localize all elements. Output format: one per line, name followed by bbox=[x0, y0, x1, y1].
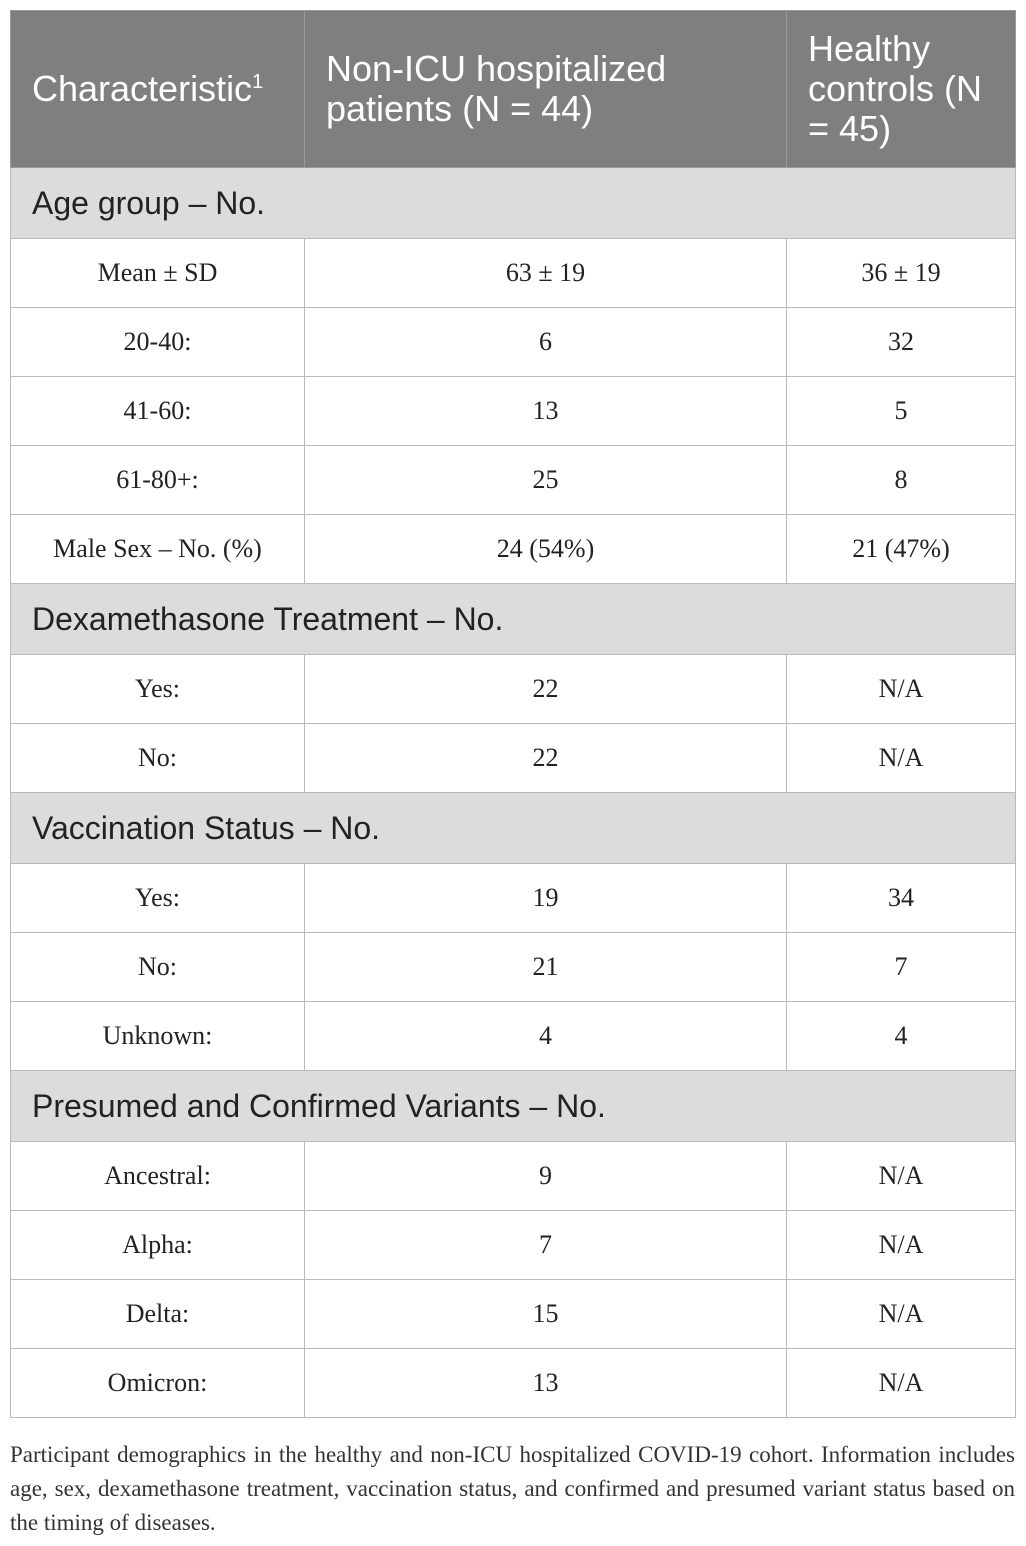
table-row bbox=[11, 1142, 1016, 1211]
patients-value: 13 bbox=[305, 377, 787, 446]
controls-value: 32 bbox=[787, 308, 1016, 377]
section-title: Dexamethasone Treatment – No. bbox=[11, 584, 1016, 655]
controls-value: N/A bbox=[787, 724, 1016, 793]
controls-value: N/A bbox=[787, 1142, 1016, 1211]
footnote-mark: 1 bbox=[252, 71, 264, 93]
table-row bbox=[11, 1280, 1016, 1349]
patients-value: 22 bbox=[305, 724, 787, 793]
patients-value: 21 bbox=[305, 933, 787, 1002]
patients-value: 19 bbox=[305, 864, 787, 933]
patients-value: 6 bbox=[305, 308, 787, 377]
row-label: No: bbox=[11, 933, 305, 1002]
row-label: 61-80+: bbox=[11, 446, 305, 515]
table-row bbox=[11, 1349, 1016, 1418]
row-label: Omicron: bbox=[11, 1349, 305, 1418]
table-row bbox=[11, 1211, 1016, 1280]
controls-value: N/A bbox=[787, 1349, 1016, 1418]
row-label: Mean ± SD bbox=[11, 239, 305, 308]
controls-value: 34 bbox=[787, 864, 1016, 933]
header-non-icu-patients: Non-ICU hospitalized patients (N = 44) bbox=[305, 11, 787, 168]
row-label: 20-40: bbox=[11, 308, 305, 377]
row-label: Yes: bbox=[11, 864, 305, 933]
table-row bbox=[11, 1002, 1016, 1071]
patients-value: 22 bbox=[305, 655, 787, 724]
controls-value: N/A bbox=[787, 1280, 1016, 1349]
row-label: Delta: bbox=[11, 1280, 305, 1349]
header-healthy-controls: Healthy controls (N = 45) bbox=[787, 11, 1016, 168]
table-row bbox=[11, 933, 1016, 1002]
row-label: Ancestral: bbox=[11, 1142, 305, 1211]
table-header bbox=[11, 11, 1016, 168]
table-row bbox=[11, 724, 1016, 793]
patients-value: 15 bbox=[305, 1280, 787, 1349]
patients-value: 13 bbox=[305, 1349, 787, 1418]
table-row bbox=[11, 446, 1016, 515]
patients-value: 9 bbox=[305, 1142, 787, 1211]
patients-value: 24 (54%) bbox=[305, 515, 787, 584]
row-label: No: bbox=[11, 724, 305, 793]
table-row bbox=[11, 515, 1016, 584]
table-row bbox=[11, 655, 1016, 724]
table-row bbox=[11, 864, 1016, 933]
section-title: Presumed and Confirmed Variants – No. bbox=[11, 1071, 1016, 1142]
controls-value: N/A bbox=[787, 655, 1016, 724]
section-title: Age group – No. bbox=[11, 168, 1016, 239]
patients-value: 7 bbox=[305, 1211, 787, 1280]
controls-value: 8 bbox=[787, 446, 1016, 515]
header-characteristic-label: Characteristic bbox=[32, 68, 253, 109]
row-label: Alpha: bbox=[11, 1211, 305, 1280]
controls-value: 21 (47%) bbox=[787, 515, 1016, 584]
table-row bbox=[11, 239, 1016, 308]
section-row bbox=[11, 793, 1016, 864]
demographics-table bbox=[10, 10, 1016, 1418]
row-label: Yes: bbox=[11, 655, 305, 724]
patients-value: 25 bbox=[305, 446, 787, 515]
table-body bbox=[11, 168, 1016, 1418]
header-row bbox=[11, 11, 1016, 168]
row-label: Male Sex – No. (%) bbox=[11, 515, 305, 584]
section-row bbox=[11, 1071, 1016, 1142]
controls-value: 36 ± 19 bbox=[787, 239, 1016, 308]
controls-value: 7 bbox=[787, 933, 1016, 1002]
section-row bbox=[11, 584, 1016, 655]
row-label: Unknown: bbox=[11, 1002, 305, 1071]
demographics-table-container bbox=[10, 10, 1015, 1418]
controls-value: 5 bbox=[787, 377, 1016, 446]
header-characteristic bbox=[11, 11, 305, 168]
section-title: Vaccination Status – No. bbox=[11, 793, 1016, 864]
table-row bbox=[11, 377, 1016, 446]
row-label: 41-60: bbox=[11, 377, 305, 446]
section-row bbox=[11, 168, 1016, 239]
table-row bbox=[11, 308, 1016, 377]
table-caption: Participant demographics in the healthy and non-ICU hospitalized COVID-19 cohort. Information includes age, sex, dexamethasone treatment, vaccination status, and confirmed and presumed variant status based on the timing of diseases. bbox=[10, 1442, 1015, 1535]
controls-value: N/A bbox=[787, 1211, 1016, 1280]
patients-value: 63 ± 19 bbox=[305, 239, 787, 308]
patients-value: 4 bbox=[305, 1002, 787, 1071]
controls-value: 4 bbox=[787, 1002, 1016, 1071]
